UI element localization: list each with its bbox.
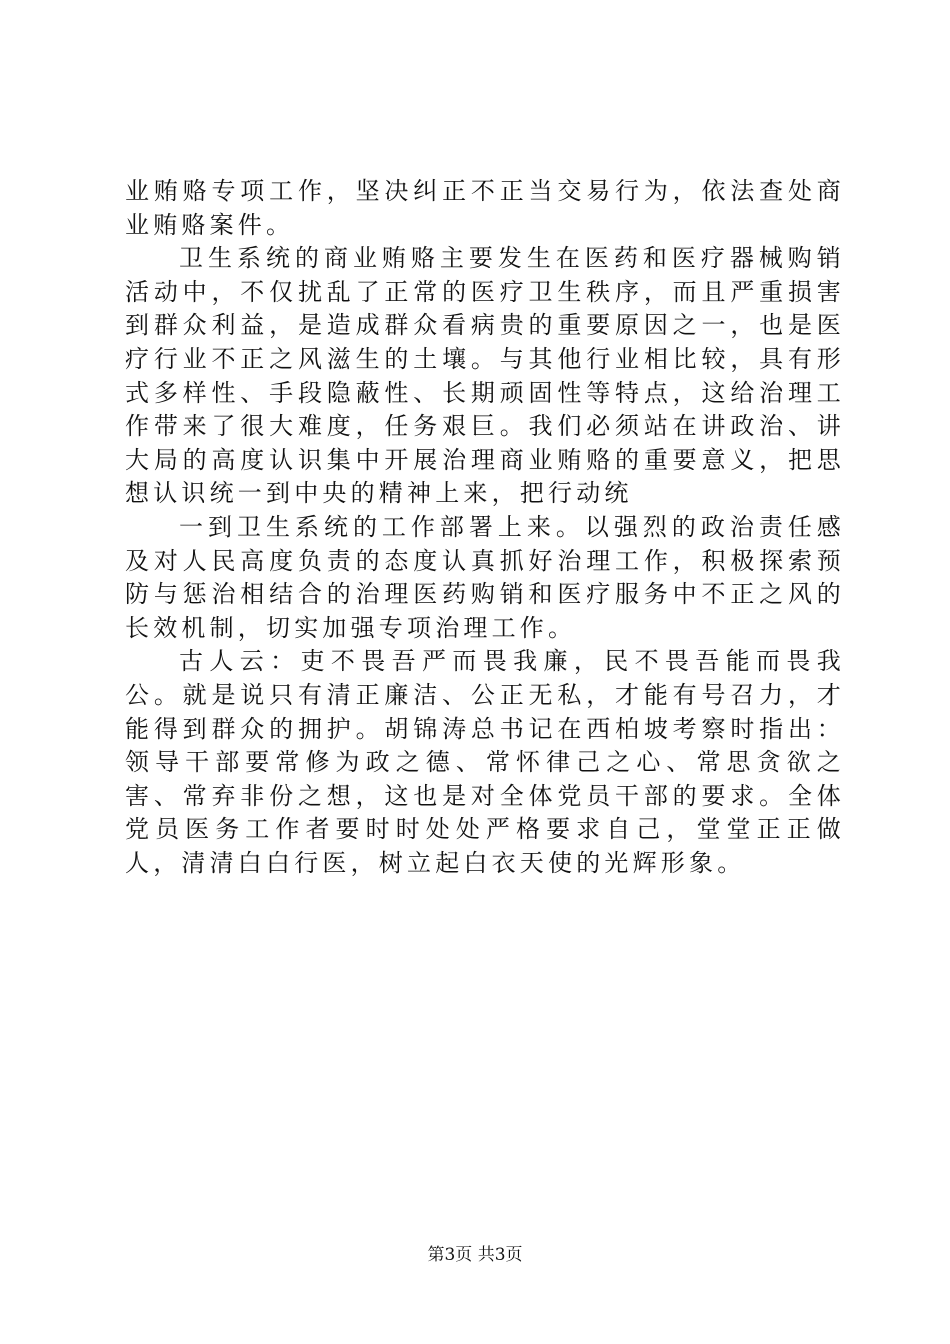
- paragraph-health-system-deployment: 一到卫生系统的工作部署上来。以强烈的政治责任感及对人民高度负责的态度认真抓好治理工作，积极探索预防与惩治相结合的治理医药购销和医疗服务中不正之风的长效机制，切实加强专项治理工作。: [125, 512, 845, 642]
- page-footer: 第3页 共3页: [427, 1245, 523, 1265]
- paragraph-ancient-saying: 古人云：吏不畏吾严而畏我廉，民不畏吾能而畏我公。就是说只有清正廉洁、公正无私，才能有号召力，才能得到群众的拥护。胡锦涛总书记在西柏坡考察时指出：领导干部要常修为政之德、常怀律己之心、常思贪欲之害、常弃非份之想，这也是对全体党员干部的要求。全体党员医务工作者要时时处处严格要求自己，堂堂正正做人，清清白白行医，树立起白衣天使的光辉形象。: [125, 647, 845, 877]
- document-body: [125, 175, 845, 880]
- paragraph-commercial-bribery: 卫生系统的商业贿赂主要发生在医药和医疗器械购销活动中，不仅扰乱了正常的医疗卫生秩序，而且严重损害到群众利益，是造成群众看病贵的重要原因之一，也是医疗行业不正之风滋生的土壤。与其他行业相比较，具有形式多样性、手段隐蔽性、长期顽固性等特点，这给治理工作带来了很大难度，任务艰巨。我们必须站在讲政治、讲大局的高度认识集中开展治理商业贿赂的重要意义，把思想认识统一到中央的精神上来，把行动统: [125, 244, 845, 508]
- paragraph-continuation: 业贿赂专项工作，坚决纠正不正当交易行为，依法查处商业贿赂案件。: [125, 177, 845, 239]
